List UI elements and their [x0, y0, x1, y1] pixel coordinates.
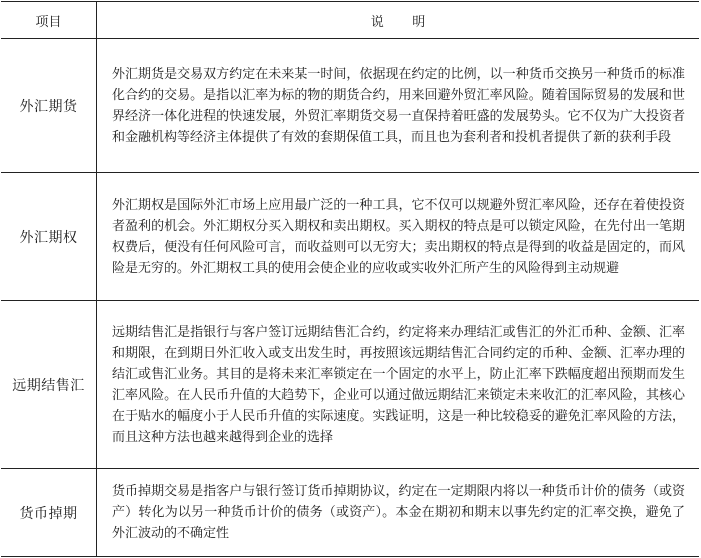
description-text: 外汇期货是交易双方约定在未来某一时间，依据现在约定的比例，以一种货币交换另一种货币的标准化合约的交易。是指以汇率为标的物的期货合约，用来回避外贸汇率风险。随着国际贸易的发展和世界经济一体化进程的快速发展，外贸汇率期货交易一直保持着旺盛的发展势头。它不仅为广大投资者和金融机构等经济主体提供了有效的套期保值工具，而且也为套利者和投机者提供了新的获利手段: [112, 66, 685, 145]
header-item-label: 项目: [35, 14, 62, 30]
table-row: [1, 173, 699, 301]
header-description-char-2: 明: [412, 14, 426, 30]
item-label: 货币掉期: [19, 505, 78, 522]
table-row: [1, 39, 699, 173]
item-cell: [1, 39, 97, 173]
header-description: [97, 2, 700, 39]
description-cell: [97, 301, 700, 469]
description-text: 货币掉期交易是指客户与银行签订货币掉期协议，约定在一定期限内将以一种货币计价的债务（或资产）转化为以另一种货币计价的债务（或资产）。本金在期初和期末以事先约定的汇率交换，避免了外汇波动的不确定性: [112, 484, 685, 541]
item-cell: [1, 301, 97, 469]
description-text: 远期结售汇是指银行与客户签订远期结售汇合约，约定将来办理结汇或售汇的外汇币种、金额、汇率和期限，在到期日外汇收入或支出发生时，再按照该远期结售汇合同约定的币种、金额、汇率办理的结汇或售汇业务。其目的是将未来汇率锁定在一个固定的水平上，防止汇率下跌幅度超出预期而发生汇率风险。在人民币升值的大趋势下，企业可以通过做远期结汇来锁定未来收汇的汇率风险，其核心在于贴水的幅度小于人民币升值的实际速度。实践证明，这是一种比较稳妥的避免汇率风险的方法，而且这种方法也越来越得到企业的选择: [112, 324, 685, 445]
table-row: [1, 301, 699, 469]
item-cell: [1, 173, 97, 301]
header-item: [1, 2, 97, 39]
description-cell: [97, 173, 700, 301]
item-label: 远期结售汇: [12, 377, 85, 394]
description-text: 外汇期权是国际外汇市场上应用最广泛的一种工具，它不仅可以规避外贸汇率风险，还存在着使投资者盈利的机会。外汇期权分买入期权和卖出期权。买入期权的特点是可以锁定风险，在先付出一笔期权费后，便没有任何风险可言，而收益则可以无穷大；卖出期权的特点是得到的收益是固定的，而风险是无穷的。外汇期权工具的使用会使企业的应收或实收外汇所产生的风险得到主动规避: [112, 197, 685, 276]
table-row: [1, 469, 699, 557]
comparison-table: [1, 1, 699, 557]
header-description-char-1: 说: [370, 14, 384, 30]
description-cell: [97, 39, 700, 173]
description-cell: [97, 469, 700, 557]
item-label: 外汇期货: [19, 98, 78, 115]
item-label: 外汇期权: [19, 229, 78, 246]
table-header-row: [1, 2, 699, 39]
header-description-label: [371, 11, 426, 30]
item-cell: [1, 469, 97, 557]
